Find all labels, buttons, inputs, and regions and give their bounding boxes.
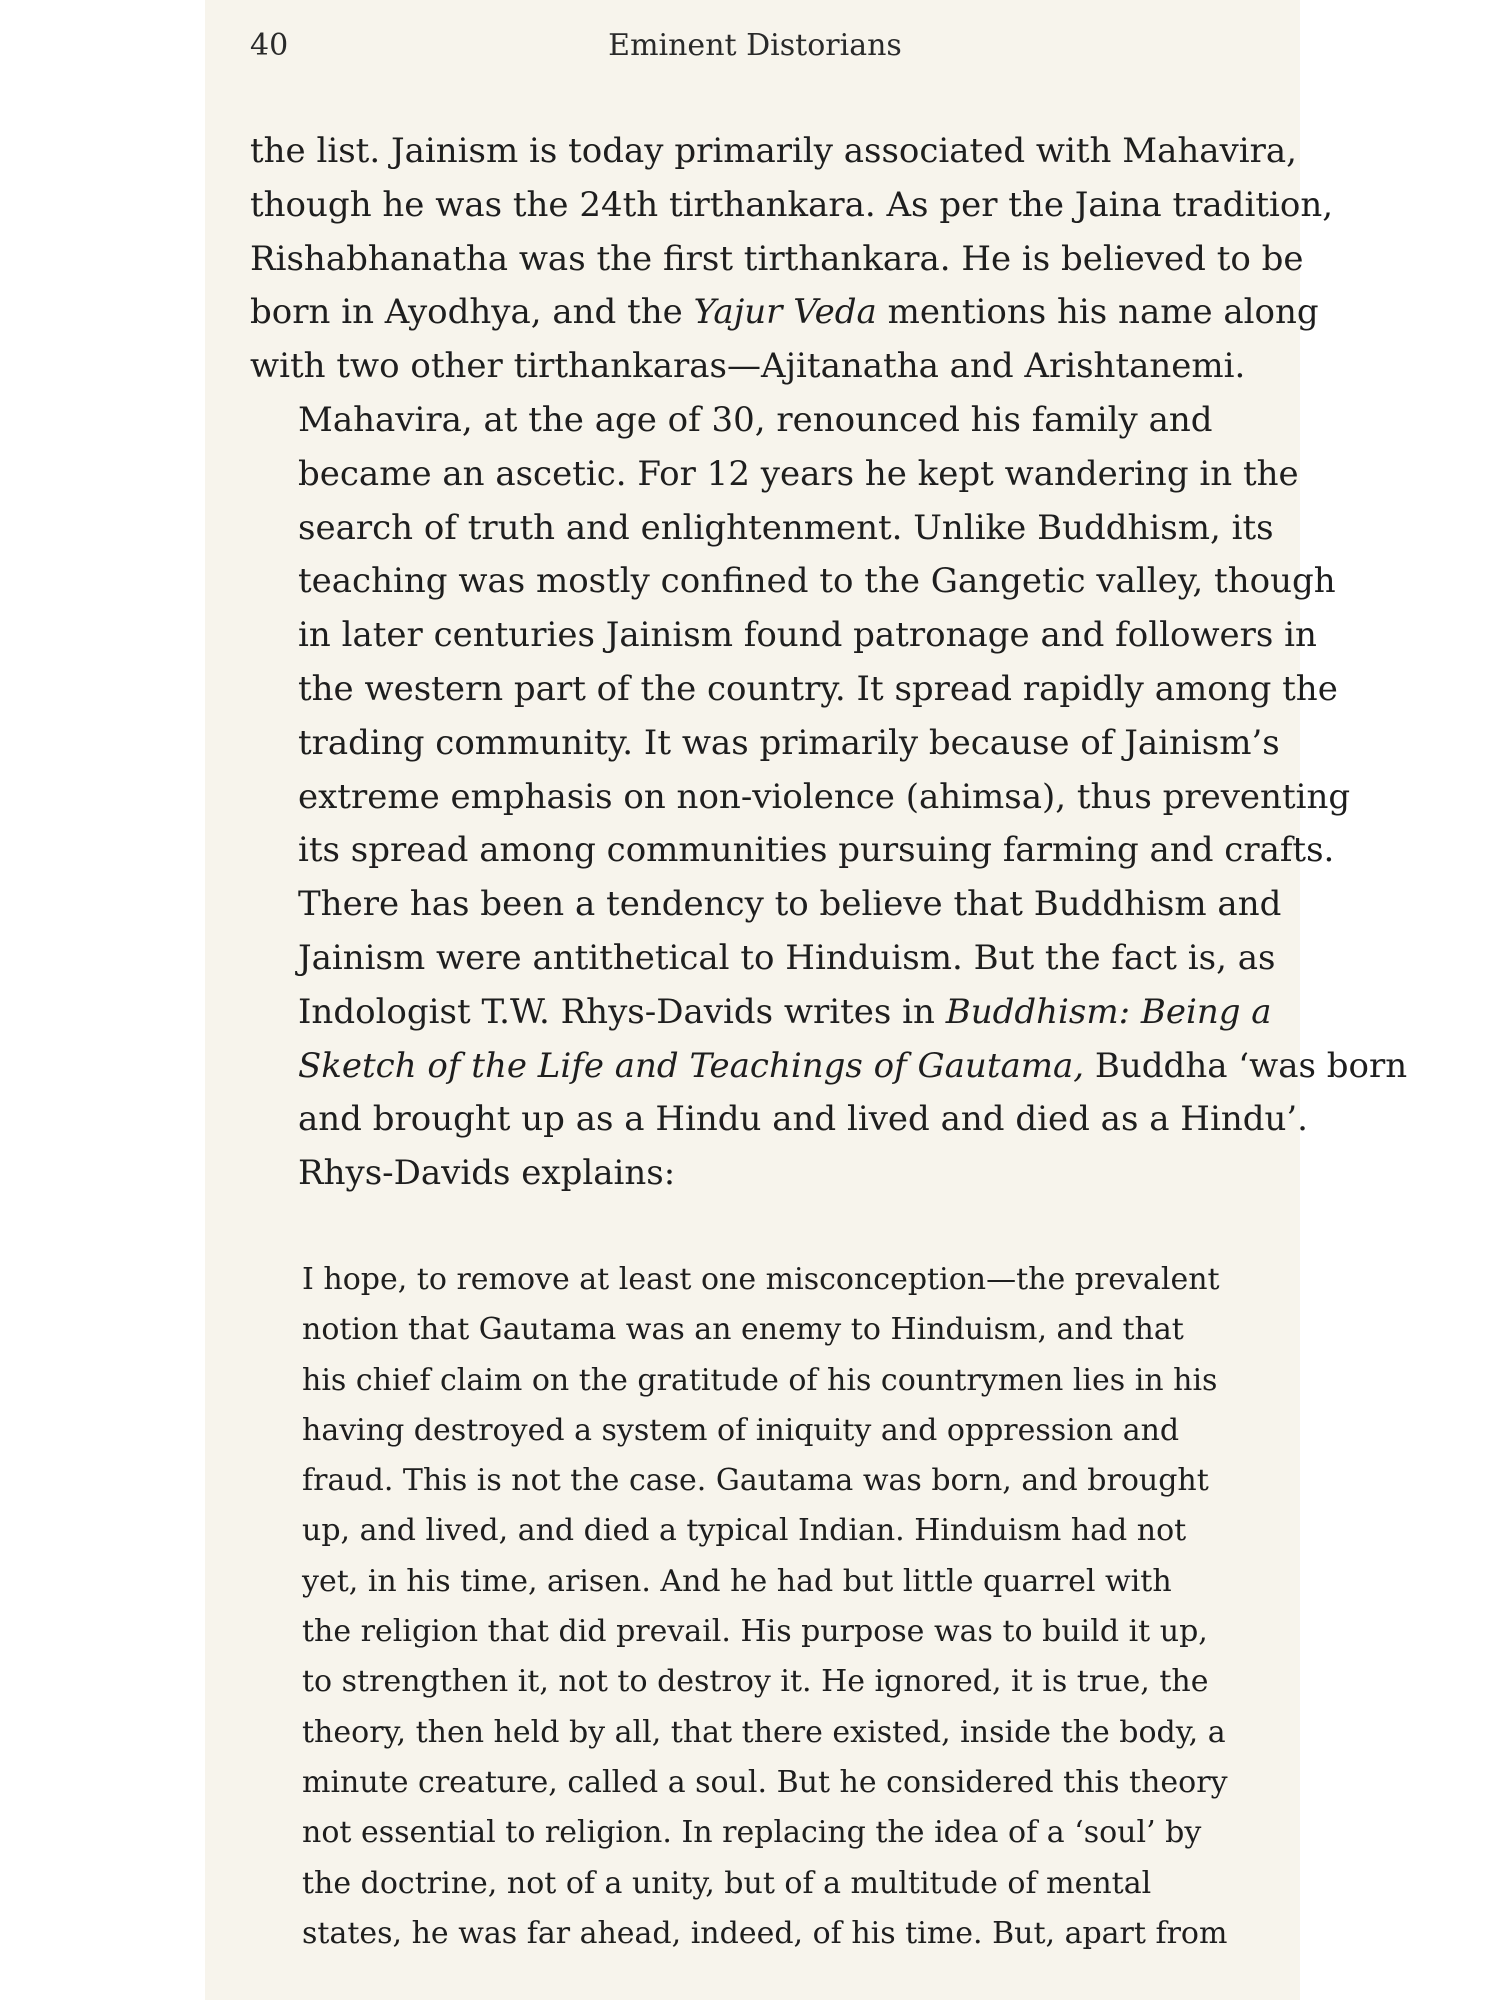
text-line: extreme emphasis on non-violence (ahimsa), thus preventing [298, 776, 1351, 817]
text-line [250, 286, 1319, 340]
text-line: Mahavira, at the age of 30, renounced his family and [298, 399, 1213, 440]
text-line: Rishabhanatha was the first tirthankara. He is believed to be [250, 238, 1304, 279]
quote-line: notion that Gautama was an enemy to Hinduism, and that [302, 1312, 1184, 1348]
book-title-buddhism: Buddhism: Being a [945, 991, 1272, 1032]
text-run: Indologist T.W. Rhys-Davids writes in [298, 991, 946, 1032]
quote-line: not essential to religion. In replacing the idea of a ‘soul’ by [302, 1815, 1202, 1851]
text-line: trading community. It was primarily because of Jainism’s [298, 722, 1280, 763]
text-line: the list. Jainism is today primarily associated with Mahavira, [250, 131, 1297, 171]
text-line [250, 986, 1272, 1040]
text-run: born in Ayodhya, and the [250, 292, 694, 333]
quote-line: up, and lived, and died a typical Indian. Hinduism had not [302, 1513, 1187, 1549]
text-line: teaching was mostly confined to the Gangetic valley, though [298, 561, 1336, 602]
quote-line: his chief claim on the gratitude of his countrymen lies in his [302, 1362, 1218, 1398]
quote-line: I hope, to remove at least one misconception—the prevalent [302, 1262, 1220, 1297]
text-line: the western part of the country. It spread rapidly among the [298, 668, 1338, 709]
block-quote [302, 1255, 1228, 1959]
quote-line: states, he was far ahead, indeed, of his time. But, apart from [302, 1915, 1228, 1951]
page-number: 40 [250, 28, 289, 63]
body-text [250, 125, 1408, 1201]
text-line [250, 1040, 1408, 1094]
paragraph-3 [250, 878, 1408, 1201]
running-title: Eminent Distorians [608, 28, 902, 63]
text-line: though he was the 24th tirthankara. As per the Jaina tradition, [250, 184, 1334, 225]
paragraph-2 [250, 394, 1351, 878]
book-title-buddhism-cont: Sketch of the Life and Teachings of Gautama, [298, 1045, 1085, 1086]
quote-line: to strengthen it, not to destroy it. He ignored, it is true, the [302, 1664, 1209, 1700]
quote-line: yet, in his time, arisen. And he had but little quarrel with [302, 1563, 1172, 1599]
text-line: became an ascetic. For 12 years he kept wandering in the [298, 453, 1299, 494]
text-line: with two other tirthankaras—Ajitanatha and Arishtanemi. [250, 346, 1246, 387]
text-line: in later centuries Jainism found patronage and followers in [298, 615, 1317, 656]
quote-line: the religion that did prevail. His purpose was to build it up, [302, 1614, 1208, 1650]
paragraph-1 [250, 125, 1334, 394]
text-line: Jainism were antithetical to Hinduism. But the fact is, as [298, 937, 1276, 978]
quote-line: having destroyed a system of iniquity and oppression and [302, 1412, 1180, 1448]
text-line: There has been a tendency to believe that Buddhism and [298, 884, 1282, 925]
text-line: Rhys-Davids explains: [298, 1153, 676, 1194]
text-run: Buddha ‘was born [1084, 1045, 1408, 1086]
text-line: search of truth and enlightenment. Unlike Buddhism, its [298, 507, 1274, 548]
text-run: mentions his name along [876, 292, 1319, 333]
text-line: its spread among communities pursuing farming and crafts. [298, 830, 1335, 871]
quote-line: theory, then held by all, that there existed, inside the body, a [302, 1714, 1226, 1750]
book-title-yajur-veda: Yajur Veda [693, 292, 877, 333]
quote-line: fraud. This is not the case. Gautama was born, and brought [302, 1463, 1209, 1499]
quote-line: the doctrine, not of a unity, but of a multitude of mental [302, 1865, 1152, 1901]
quote-line: minute creature, called a soul. But he considered this theory [302, 1764, 1228, 1800]
text-line: and brought up as a Hindu and lived and died as a Hindu’. [298, 1099, 1308, 1140]
page-header [250, 28, 1260, 68]
